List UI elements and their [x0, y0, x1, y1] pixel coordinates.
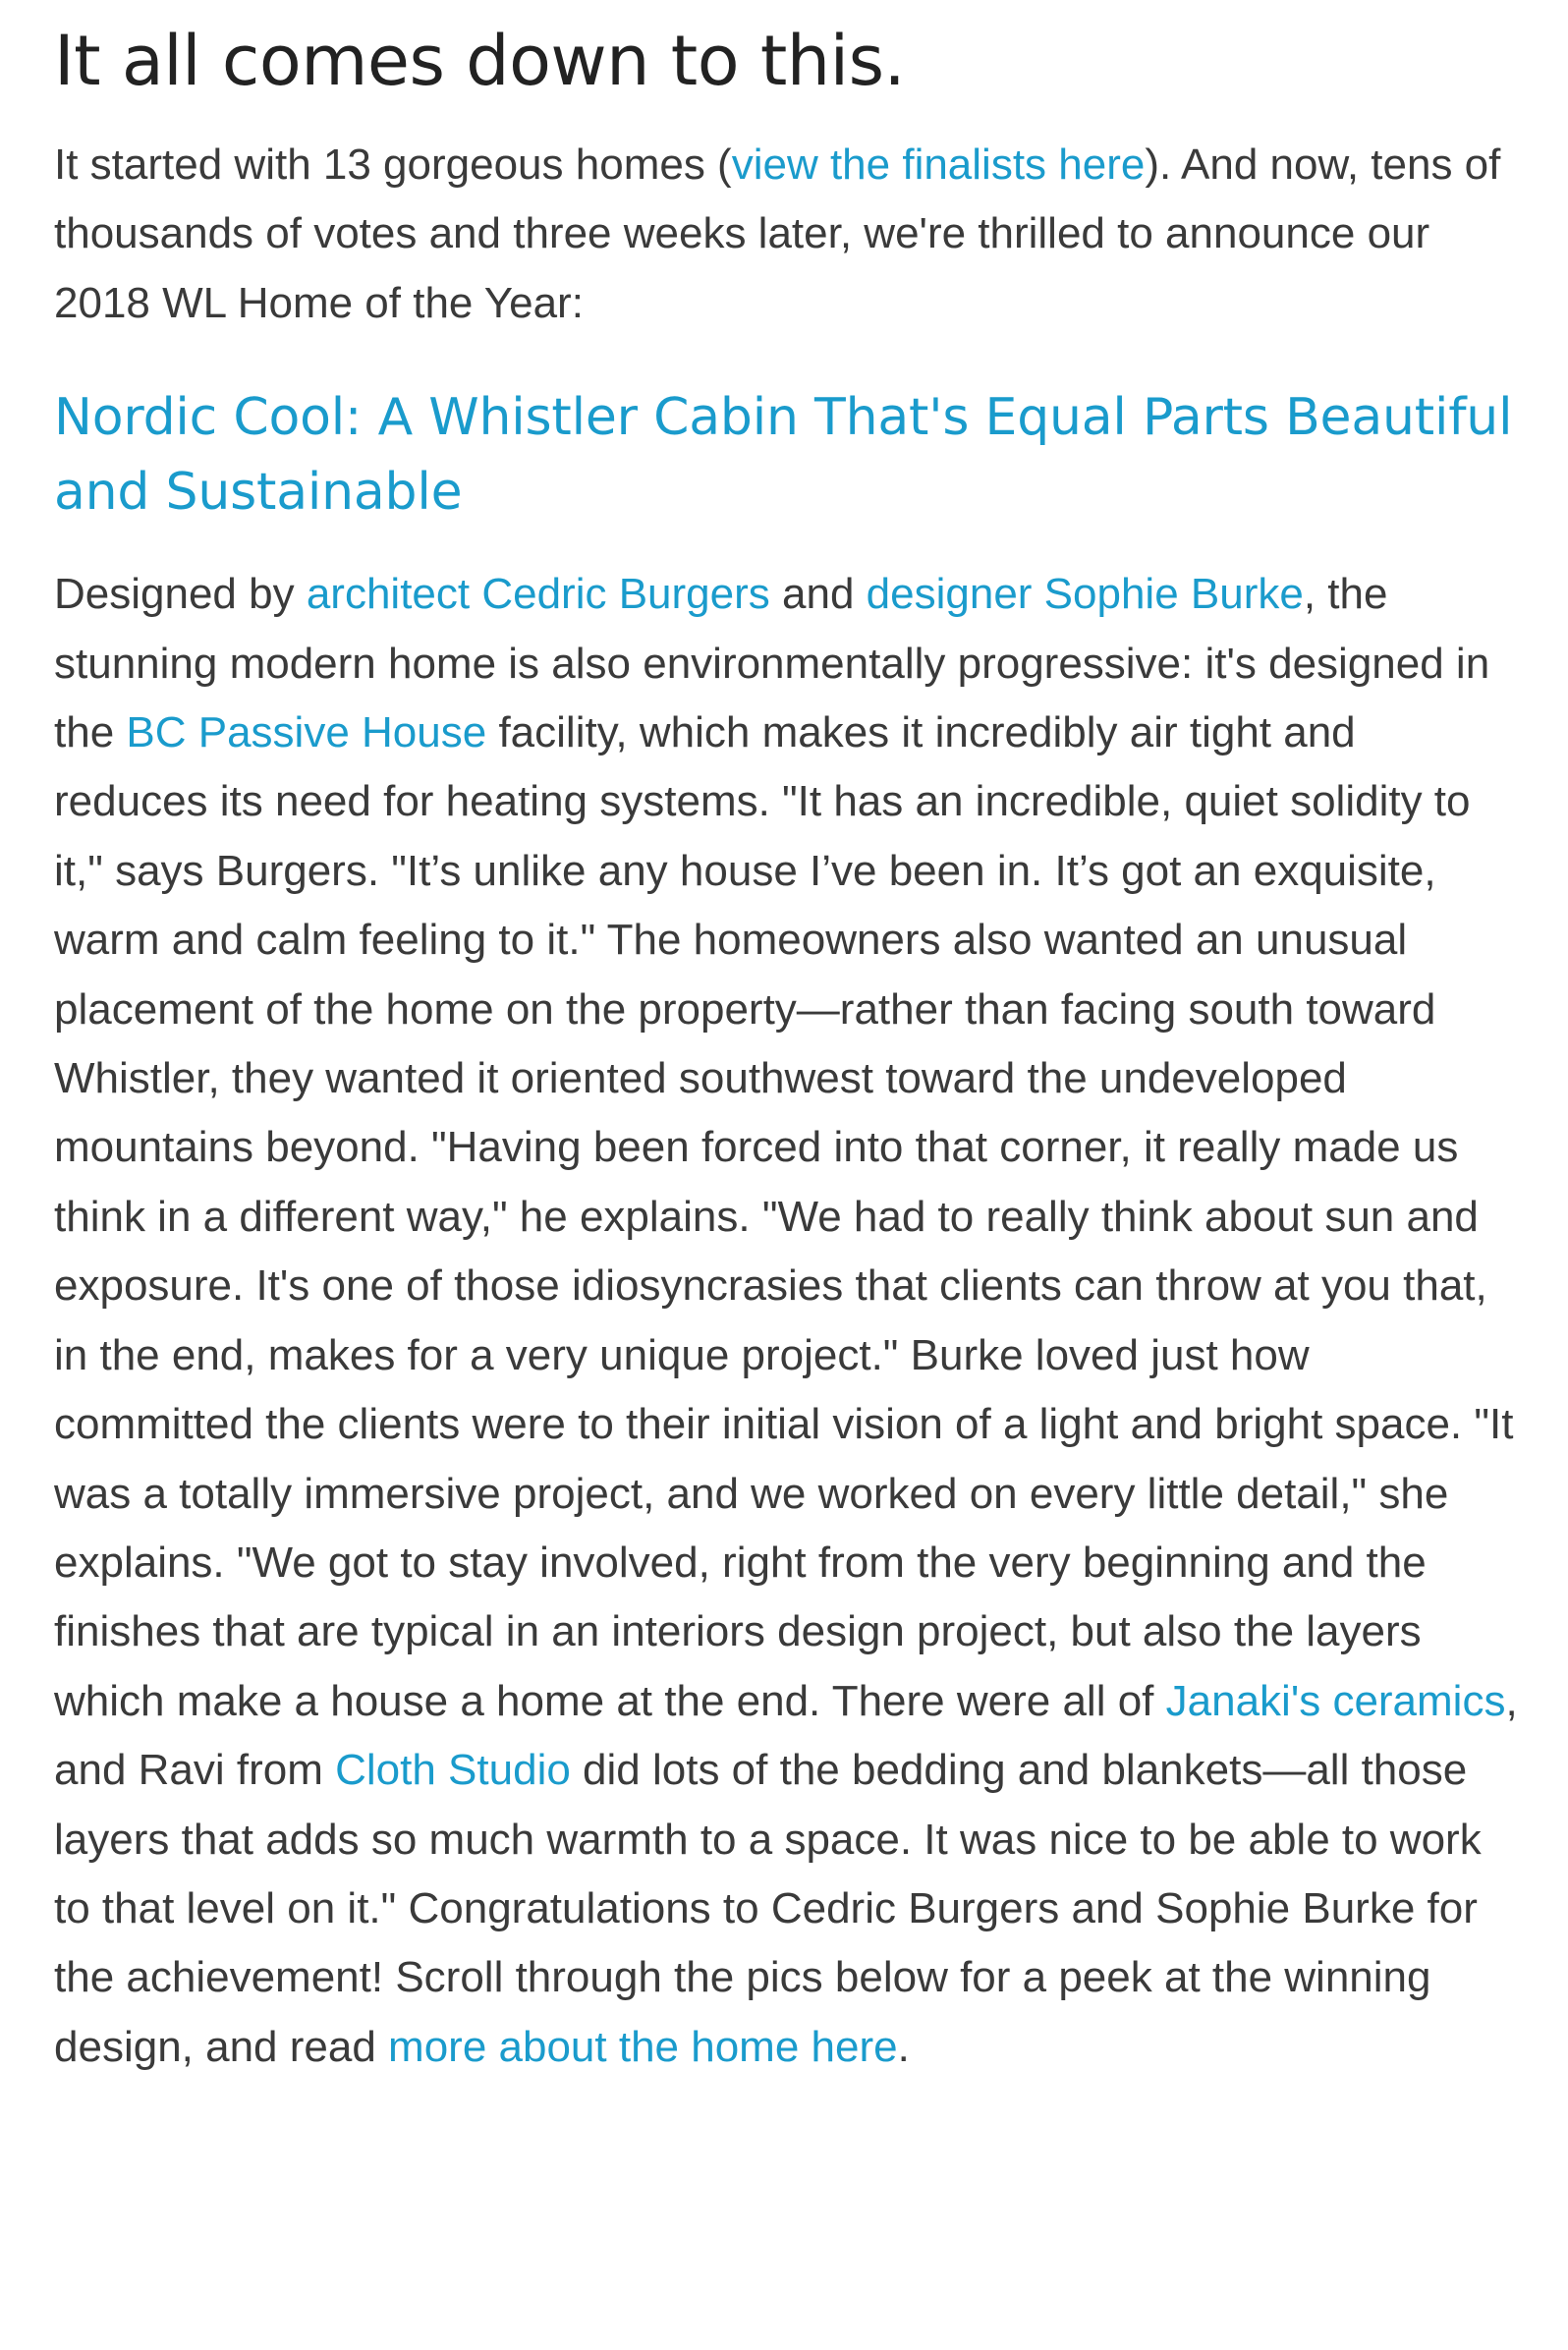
article: [54, 14, 1518, 2082]
passive-house-link[interactable]: BC Passive House: [126, 708, 487, 757]
cloth-studio-link[interactable]: Cloth Studio: [335, 1746, 571, 1795]
body-text: .: [897, 2022, 910, 2071]
intro-paragraph: [54, 131, 1518, 338]
janaki-ceramics-link[interactable]: Janaki's ceramics: [1165, 1676, 1506, 1725]
intro-text-after-link: ). And now, tens of thousands of votes and three weeks later, we're thrilled to announce our 2018 WL Home of the Year:: [54, 140, 1501, 327]
finalists-link[interactable]: view the finalists here: [731, 140, 1146, 189]
more-about-home-link[interactable]: more about the home here: [388, 2022, 898, 2071]
body-paragraph: [54, 560, 1518, 2082]
body-text: , and Ravi from: [54, 1676, 1518, 1795]
body-text: did lots of the bedding and blankets—all those layers that adds so much warmth to a space. It was nice to be able to work to that level on it." Congratulations to Cedric Burgers and Sophie Burke for the achievement! Scroll through the pics below for a peek at the winning design, and read: [54, 1746, 1482, 2071]
body-text: Designed by: [54, 570, 307, 619]
winner-story-title-link[interactable]: Nordic Cool: A Whistler Cabin That's Equal Parts Beautiful and Sustainable: [54, 388, 1513, 523]
body-text: and: [769, 570, 867, 619]
body-text: facility, which makes it incredibly air tight and reduces its need for heating systems. "It has an incredible, quiet solidity to it," says Burgers. "It’s unlike any house I’ve been in. It’s got an exquisite, warm and calm feeling to it." The homeowners also wanted an unusual placement of the home on the property—rather than facing south toward Whistler, they wanted it oriented southwest toward the undeveloped mountains beyond. "Having been forced into that corner, it really made us think in a different way," he explains. "We had to really think about sun and exposure. It's one of those idiosyncrasies that clients can throw at you that, in the end, makes for a very unique project." Burke loved just how committed the clients were to their initial vision of a light and bright space. "It was a totally immersive project, and we worked on every little detail," she explains. "We got to stay involved, right from the very beginning and the finishes that are typical in an interiors design project, but also the layers which make a house a home at the end. There were all of: [54, 708, 1514, 1725]
intro-text-before-link: It started with 13 gorgeous homes (: [54, 140, 732, 189]
designer-link[interactable]: designer Sophie Burke: [866, 570, 1304, 619]
body-text: , the stunning modern home is also environmentally progressive: it's designed in the: [54, 570, 1490, 757]
page-heading: It all comes down to this.: [54, 21, 906, 101]
architect-link[interactable]: architect Cedric Burgers: [306, 570, 770, 619]
